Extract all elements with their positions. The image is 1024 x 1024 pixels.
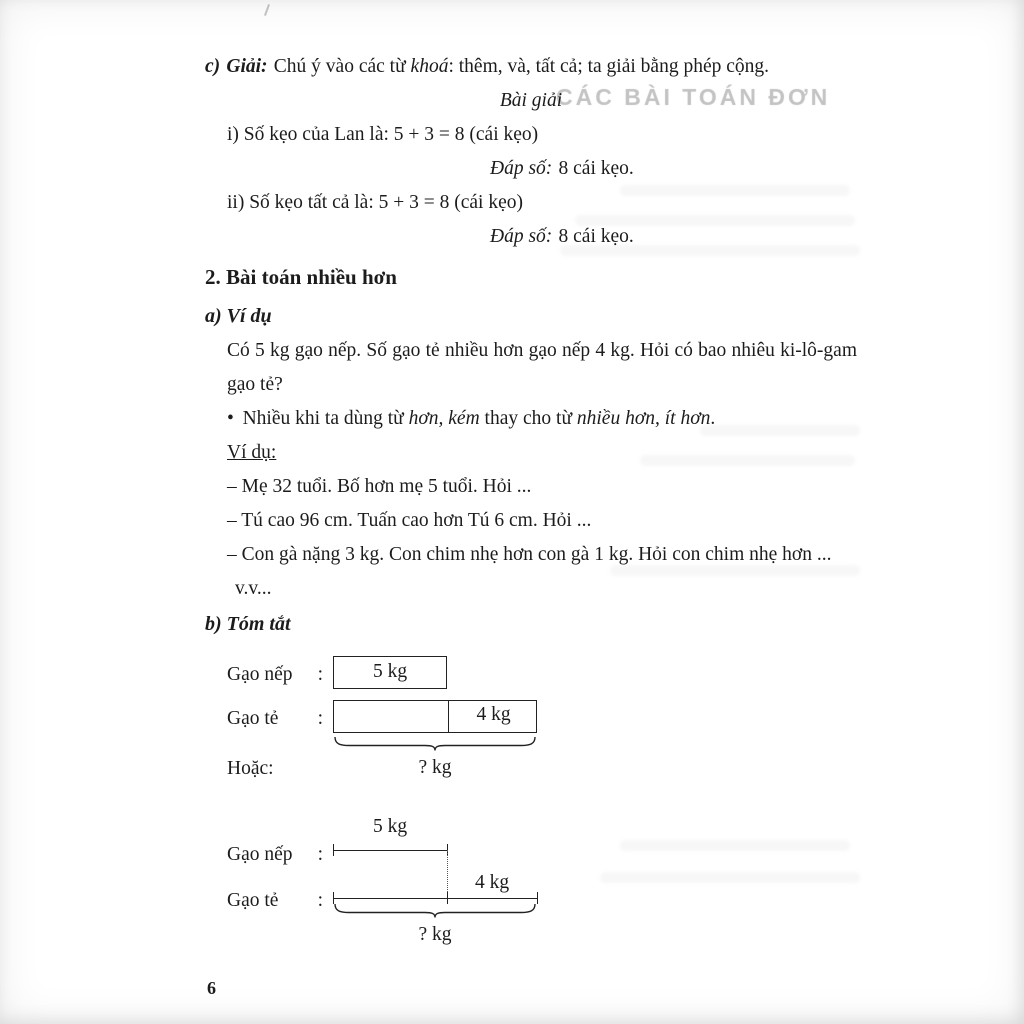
segment-nep	[333, 850, 447, 851]
scan-artifact	[264, 4, 270, 16]
show-through-title: CÁC BÀI TOÁN ĐƠN	[556, 84, 831, 110]
answer-line-i	[205, 152, 857, 186]
tick	[333, 844, 334, 856]
vidu-underlined: Ví dụ:	[227, 442, 277, 463]
summary-diagram-segments	[227, 810, 857, 960]
colon: :	[317, 844, 323, 865]
content-column	[205, 50, 857, 960]
underbrace	[333, 736, 537, 751]
page-number: 6	[207, 978, 216, 998]
row-label-gao-te	[227, 702, 323, 736]
colon: :	[317, 890, 323, 911]
tick	[537, 892, 538, 904]
vidu-label	[227, 436, 857, 470]
note-line	[227, 402, 857, 436]
question-label: ? kg	[418, 924, 452, 945]
label-text: Gạo nếp	[227, 664, 293, 685]
item-marker-c: c)	[205, 56, 221, 77]
segment-te	[333, 898, 537, 899]
note-text-3: .	[710, 408, 716, 429]
label-text: Gạo nếp	[227, 844, 293, 865]
row-label-gao-nep	[227, 838, 323, 872]
solution-intro	[205, 50, 857, 84]
colon: :	[317, 664, 323, 685]
label-4kg: 4 kg	[474, 872, 510, 893]
example-item: – Con gà nặng 3 kg. Con chim nhẹ hơn con gà 1 kg. Hỏi con chim nhẹ hơn ...	[227, 544, 832, 565]
solution-heading: Bài giải	[499, 90, 563, 111]
row-label-gao-te	[227, 884, 323, 918]
box-4kg: 4 kg	[448, 700, 538, 733]
note-keyword-1: hơn, kém	[408, 408, 480, 429]
answer-value-ii: 8 cái kẹo.	[558, 226, 634, 247]
label-5kg: 5 kg	[372, 816, 408, 837]
box-5kg: 5 kg	[333, 656, 447, 689]
intro-text-2: : thêm, và, tất cả; ta giải bằng phép cộng.	[448, 56, 770, 77]
colon: :	[317, 708, 323, 729]
note-keyword-2: nhiều hơn, ít hơn	[576, 408, 711, 429]
example-problem: Có 5 kg gạo nếp. Số gạo tẻ nhiều hơn gạo nếp 4 kg. Hỏi có bao nhiêu ki-lô-gam gạo tẻ?	[227, 340, 857, 395]
giai-label: Giải:	[226, 56, 268, 77]
answer-line-ii	[205, 220, 857, 254]
hoac-label: Hoặc:	[227, 758, 274, 779]
part-a-label: a) Ví dụ	[205, 305, 272, 327]
bullet-icon: •	[227, 408, 234, 429]
example-item: – Mẹ 32 tuổi. Bố hơn mẹ 5 tuổi. Hỏi ...	[227, 476, 532, 497]
label-text: Gạo tẻ	[227, 890, 279, 911]
solution-line-i: i) Số kẹo của Lan là: 5 + 3 = 8 (cái kẹo)	[227, 124, 539, 145]
dap-so-label: Đáp số:	[490, 158, 553, 179]
box-gao-te	[333, 700, 537, 733]
row-label-gao-nep	[227, 658, 323, 692]
etc-line: v.v...	[235, 578, 272, 599]
part-b-label: b) Tóm tắt	[205, 613, 291, 635]
dap-so-label: Đáp số:	[490, 226, 553, 247]
note-text-1: Nhiều khi ta dùng từ	[242, 408, 409, 429]
solution-line-ii: ii) Số kẹo tất cả là: 5 + 3 = 8 (cái kẹo)	[227, 192, 523, 213]
example-item: – Tú cao 96 cm. Tuấn cao hơn Tú 6 cm. Hỏi ...	[227, 510, 592, 531]
question-label: ? kg	[418, 757, 452, 778]
answer-value-i: 8 cái kẹo.	[558, 158, 634, 179]
summary-diagram-boxes	[227, 656, 857, 786]
note-text-2: thay cho từ	[479, 408, 577, 429]
label-text: Gạo tẻ	[227, 708, 279, 729]
underbrace	[333, 903, 537, 918]
intro-text-1: Chú ý vào các từ	[273, 56, 411, 77]
section-2-heading: 2. Bài toán nhiều hơn	[205, 265, 397, 289]
keyword-khoa: khoá	[410, 56, 449, 77]
